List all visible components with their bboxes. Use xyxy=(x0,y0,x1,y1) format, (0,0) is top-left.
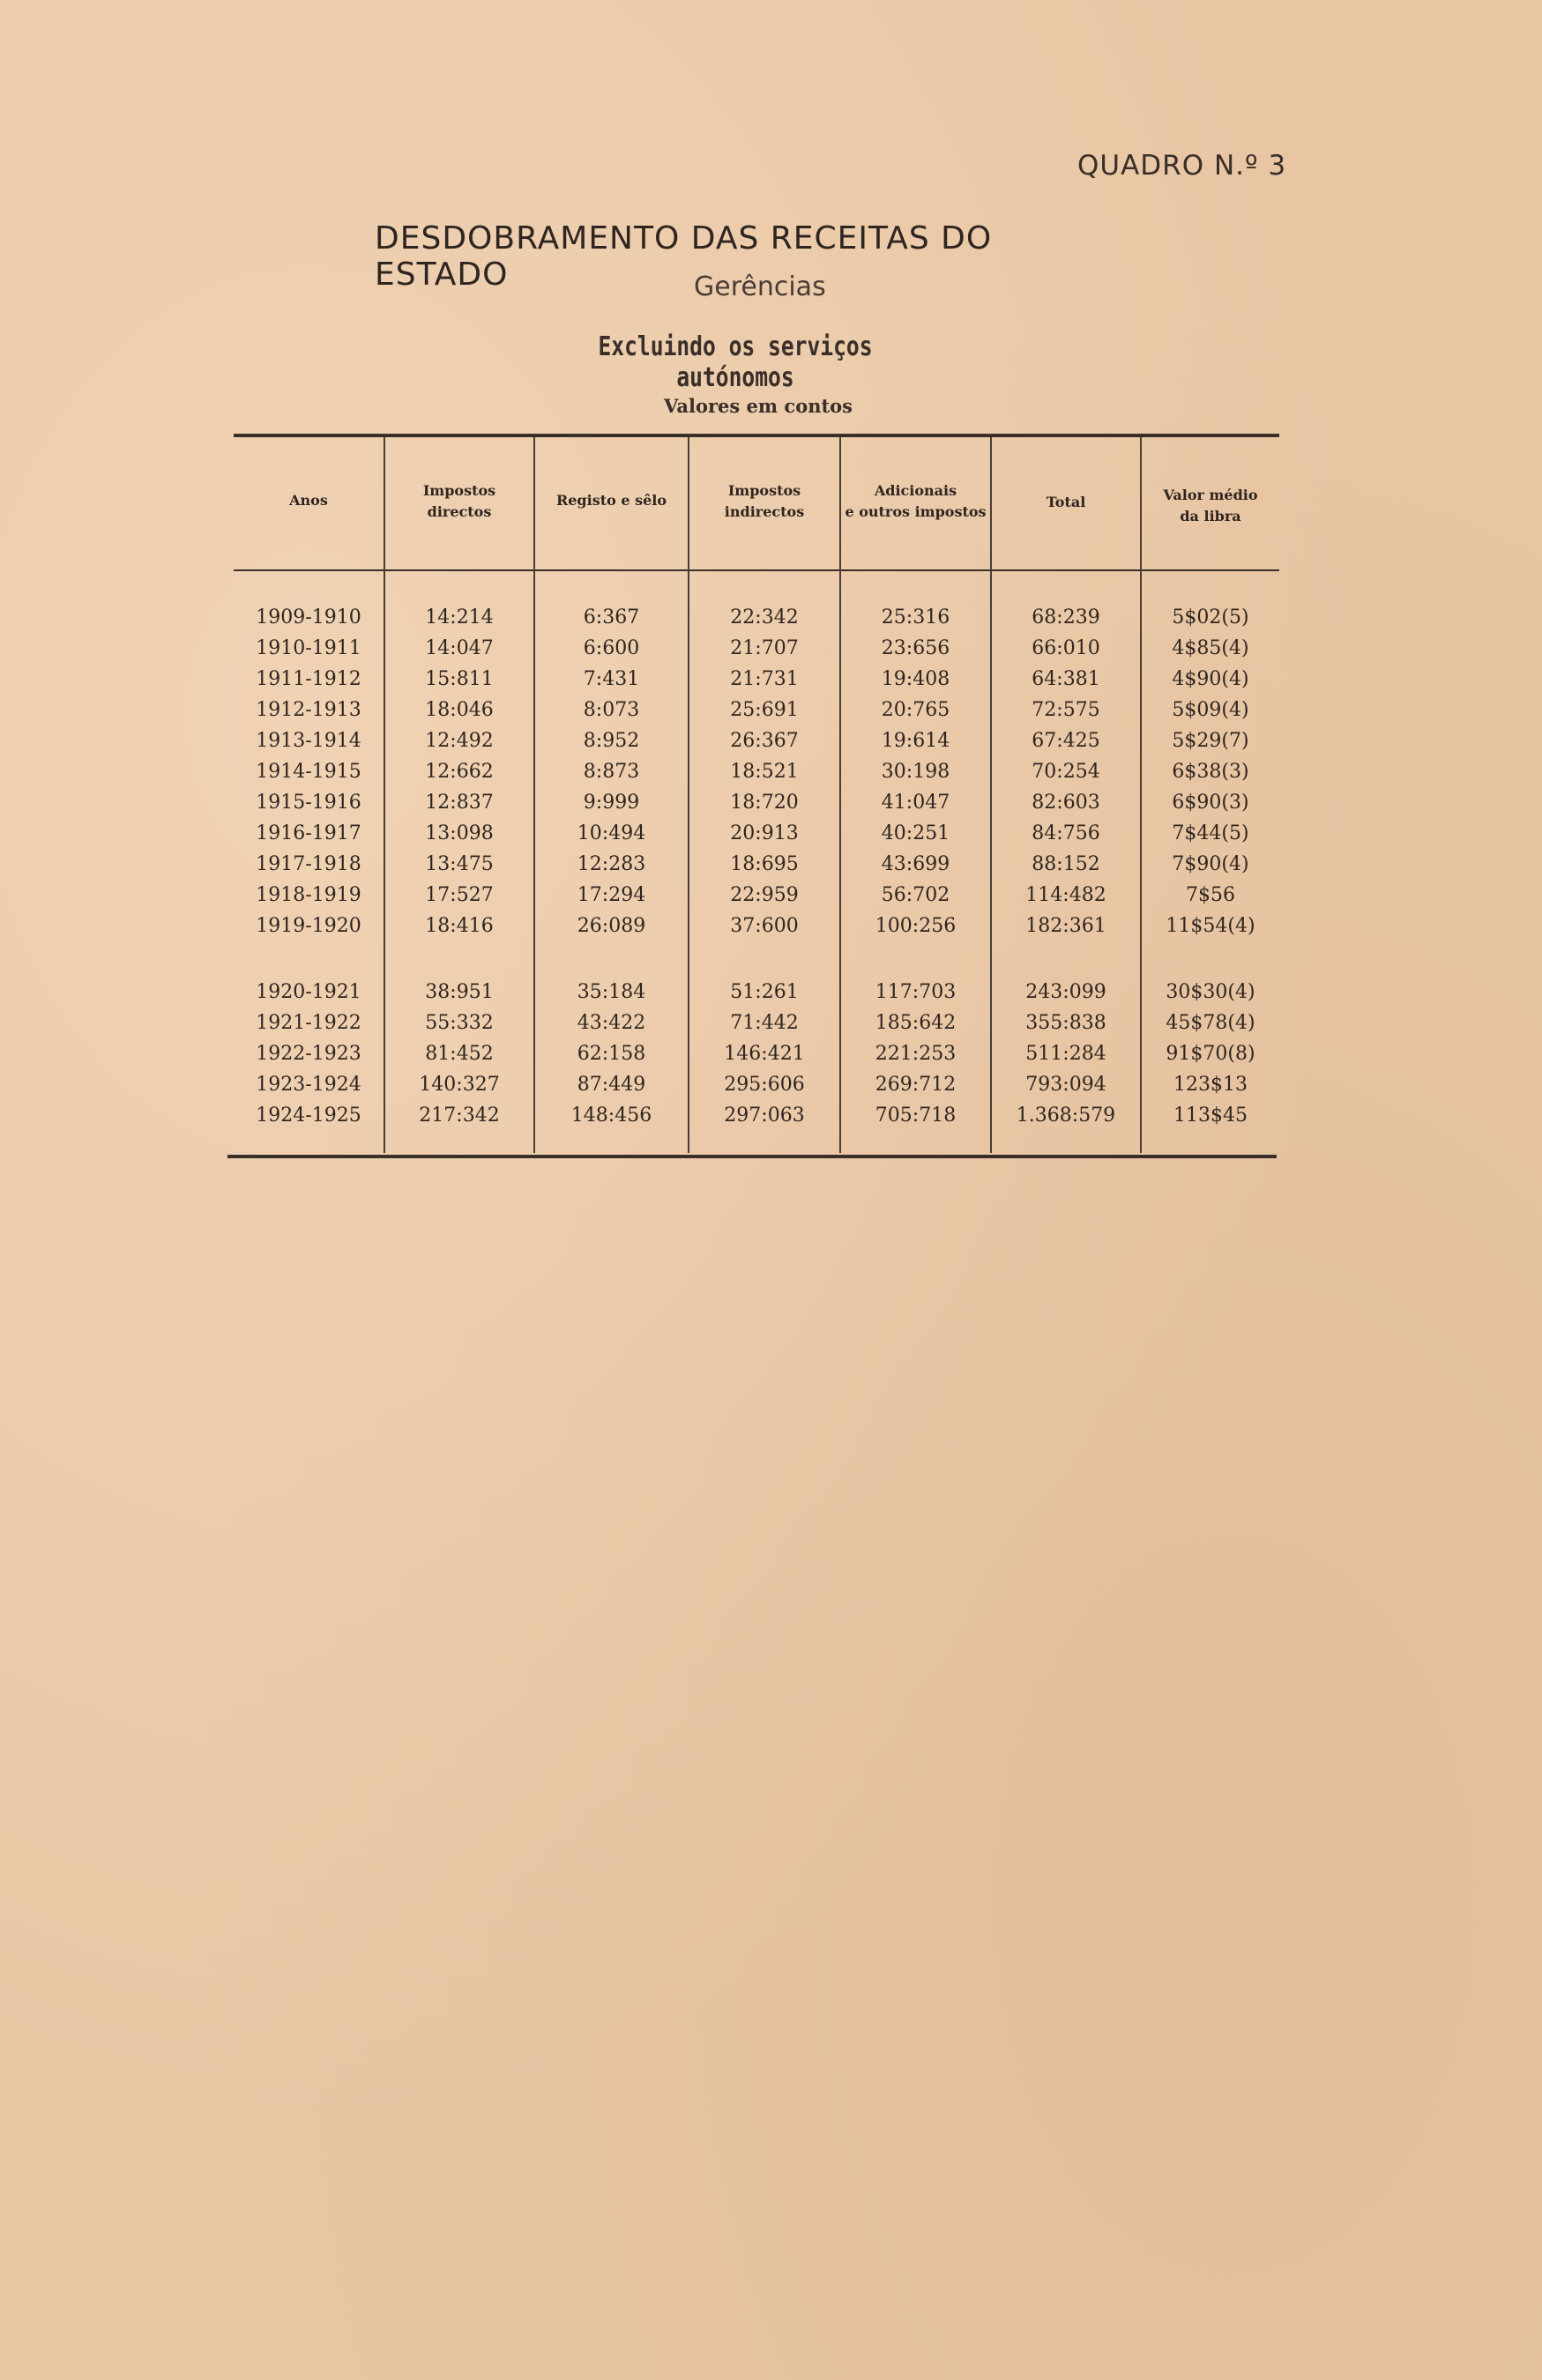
table-cell-value: 13:098 xyxy=(425,822,494,844)
table-cell-value: 55:332 xyxy=(425,1012,494,1034)
table-cell-value: 148:456 xyxy=(570,1104,652,1127)
table-cell-year: 1924-1925 xyxy=(256,1104,361,1127)
table-cell-value: 146:421 xyxy=(724,1043,805,1065)
table-cell-value: 18:521 xyxy=(730,761,799,783)
table-cell-value: 185:642 xyxy=(875,1012,957,1034)
table-top-rule xyxy=(234,434,1279,437)
table-cell-value: 70:254 xyxy=(1032,761,1100,783)
table-cell-year: 1914-1915 xyxy=(256,761,361,783)
table-cell-value: 7$56 xyxy=(1186,884,1235,906)
table-cell-year: 1918-1919 xyxy=(256,884,361,906)
table-cell-value: 5$02(5) xyxy=(1172,606,1249,628)
column-header-anos: Anos xyxy=(289,492,328,509)
table-cell-value: 221:253 xyxy=(875,1043,957,1065)
table-cell-year: 1917-1918 xyxy=(256,853,361,875)
column-header-adicionais: Adicionais e outros impostos xyxy=(845,482,987,520)
table-cell-value: 793:094 xyxy=(1025,1074,1106,1096)
table-cell-year: 1913-1914 xyxy=(256,730,361,752)
table-cell-year: 1910-1911 xyxy=(256,637,361,659)
subtitle-units: Valores em contos xyxy=(664,395,853,417)
table-cell-value: 26:367 xyxy=(730,730,799,752)
table-bottom-rule xyxy=(227,1155,1277,1158)
table-cell-year: 1919-1920 xyxy=(256,915,361,937)
subtitle-gerencias: Gerências xyxy=(694,271,826,302)
table-cell-value: 6:367 xyxy=(583,606,640,628)
table-cell-value: 8:952 xyxy=(583,730,640,752)
table-cell-value: 8:073 xyxy=(583,699,640,721)
table-cell-value: 10:494 xyxy=(577,822,646,844)
table-cell-value: 13:475 xyxy=(425,853,494,875)
page-title: DESDOBRAMENTO DAS RECEITAS DO ESTADO xyxy=(375,220,993,293)
table-cell-year: 1920-1921 xyxy=(256,981,361,1003)
table-cell-year: 1915-1916 xyxy=(256,792,361,814)
table-cell-value: 25:316 xyxy=(881,606,950,628)
table-cell-value: 9:999 xyxy=(583,792,640,814)
column-header-impostos-directos: Impostos directos xyxy=(422,482,496,520)
table-cell-value: 113$45 xyxy=(1173,1104,1248,1127)
table-cell-value: 45$78(4) xyxy=(1166,1012,1255,1034)
column-header-registo-selo: Registo e sêlo xyxy=(555,492,667,509)
table-cell-value: 64:381 xyxy=(1032,668,1100,690)
table-cell-value: 6:600 xyxy=(583,637,640,659)
table-cell-value: 21:731 xyxy=(730,668,799,690)
table-cell-value: 11$54(4) xyxy=(1166,915,1255,937)
table-cell-value: 30$30(4) xyxy=(1166,981,1255,1003)
table-cell-year: 1911-1912 xyxy=(256,668,361,690)
table-cell-value: 62:158 xyxy=(577,1043,646,1065)
table-cell-value: 18:046 xyxy=(425,699,494,721)
table-cell-value: 12:492 xyxy=(425,730,494,752)
table-cell-value: 705:718 xyxy=(875,1104,957,1127)
table-cell-value: 82:603 xyxy=(1032,792,1100,814)
table-cell-value: 81:452 xyxy=(425,1043,494,1065)
table-cell-value: 114:482 xyxy=(1025,884,1106,906)
table-cell-value: 7$44(5) xyxy=(1172,822,1249,844)
table-cell-value: 84:756 xyxy=(1032,822,1100,844)
table-cell-value: 12:662 xyxy=(425,761,494,783)
table-cell-value: 12:283 xyxy=(577,853,646,875)
table-cell-value: 35:184 xyxy=(577,981,646,1003)
table-cell-value: 18:695 xyxy=(730,853,799,875)
table-cell-value: 25:691 xyxy=(730,699,799,721)
table-cell-value: 23:656 xyxy=(881,637,950,659)
subtitle-exclusion: Excluindo os serviços autónomos xyxy=(598,331,873,393)
table-cell-value: 51:261 xyxy=(730,981,799,1003)
table-cell-value: 269:712 xyxy=(875,1074,957,1096)
table-cell-value: 17:294 xyxy=(577,884,646,906)
table-cell-year: 1912-1913 xyxy=(256,699,361,721)
table-cell-year: 1923-1924 xyxy=(256,1074,361,1096)
table-cell-value: 71:442 xyxy=(730,1012,799,1034)
table-cell-value: 20:765 xyxy=(881,699,950,721)
table-cell-value: 4$85(4) xyxy=(1172,637,1249,659)
table-cell-value: 1.368:579 xyxy=(1016,1104,1116,1127)
table-cell-year: 1921-1922 xyxy=(256,1012,361,1034)
table-cell-value: 88:152 xyxy=(1032,853,1100,875)
table-cell-value: 6$38(3) xyxy=(1172,761,1249,783)
column-header-valor-medio: Valor médio da libra xyxy=(1163,487,1258,524)
table-cell-value: 7:431 xyxy=(583,668,640,690)
table-cell-value: 8:873 xyxy=(583,761,640,783)
table-cell-value: 182:361 xyxy=(1025,915,1106,937)
table-cell-value: 14:214 xyxy=(425,606,494,628)
table-cell-value: 18:416 xyxy=(425,915,494,937)
table-cell-value: 67:425 xyxy=(1032,730,1100,752)
table-cell-value: 123$13 xyxy=(1173,1074,1248,1096)
table-cell-value: 91$70(8) xyxy=(1166,1043,1255,1065)
table-cell-value: 17:527 xyxy=(425,884,494,906)
table-cell-value: 117:703 xyxy=(875,981,957,1003)
table-cell-value: 56:702 xyxy=(881,884,950,906)
column-header-impostos-indirectos: Impostos indirectos xyxy=(724,482,805,520)
table-cell-value: 26:089 xyxy=(577,915,646,937)
table-cell-value: 40:251 xyxy=(881,822,950,844)
table-cell-value: 43:699 xyxy=(881,853,950,875)
table-cell-value: 19:408 xyxy=(881,668,950,690)
table-cell-value: 6$90(3) xyxy=(1172,792,1249,814)
table-cell-value: 5$29(7) xyxy=(1172,730,1249,752)
table-cell-value: 217:342 xyxy=(419,1104,500,1127)
table-cell-value: 100:256 xyxy=(875,915,957,937)
table-cell-value: 355:838 xyxy=(1025,1012,1106,1034)
table-number: QUADRO N.º 3 xyxy=(1077,150,1287,182)
table-cell-value: 66:010 xyxy=(1032,637,1100,659)
table-cell-value: 38:951 xyxy=(425,981,494,1003)
column-header-total: Total xyxy=(1046,494,1086,510)
table-cell-value: 5$09(4) xyxy=(1172,699,1249,721)
table-cell-value: 243:099 xyxy=(1025,981,1106,1003)
table-cell-value: 14:047 xyxy=(425,637,494,659)
table-cell-value: 30:198 xyxy=(881,761,950,783)
table-cell-value: 12:837 xyxy=(425,792,494,814)
table-cell-value: 22:959 xyxy=(730,884,799,906)
table-cell-value: 41:047 xyxy=(881,792,950,814)
table-cell-value: 19:614 xyxy=(881,730,950,752)
table-cell-value: 297:063 xyxy=(724,1104,805,1127)
table-cell-value: 72:575 xyxy=(1032,699,1100,721)
table-cell-year: 1922-1923 xyxy=(256,1043,361,1065)
table-cell-value: 87:449 xyxy=(577,1074,646,1096)
table-cell-year: 1909-1910 xyxy=(256,606,361,628)
table-cell-value: 43:422 xyxy=(577,1012,646,1034)
header-bottom-rule xyxy=(234,569,1279,571)
table-cell-value: 68:239 xyxy=(1032,606,1100,628)
table-cell-value: 22:342 xyxy=(730,606,799,628)
table-cell-value: 37:600 xyxy=(730,915,799,937)
table-cell-value: 18:720 xyxy=(730,792,799,814)
table-cell-value: 4$90(4) xyxy=(1172,668,1249,690)
table-cell-value: 21:707 xyxy=(730,637,799,659)
table-cell-year: 1916-1917 xyxy=(256,822,361,844)
table-cell-value: 20:913 xyxy=(730,822,799,844)
table-cell-value: 7$90(4) xyxy=(1172,853,1249,875)
table-cell-value: 15:811 xyxy=(425,668,494,690)
table-cell-value: 295:606 xyxy=(724,1074,805,1096)
table-cell-value: 140:327 xyxy=(419,1074,500,1096)
table-cell-value: 511:284 xyxy=(1025,1043,1106,1065)
